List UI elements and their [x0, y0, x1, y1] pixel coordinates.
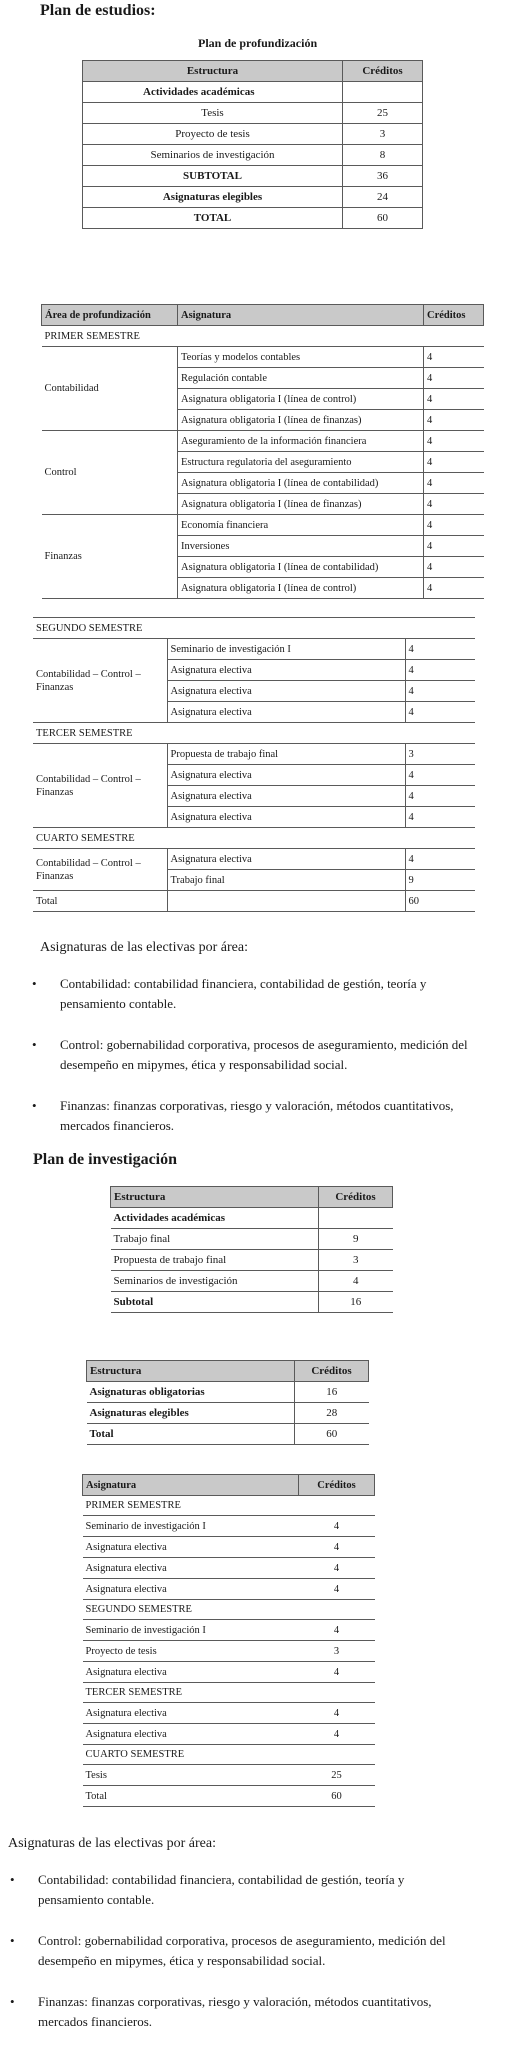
- row-label: Seminarios de investigación: [111, 1271, 319, 1292]
- row-label: TOTAL: [83, 208, 343, 229]
- credits: 4: [405, 660, 475, 681]
- credits: 4: [424, 368, 484, 389]
- credits: 3: [405, 744, 475, 765]
- subject: Inversiones: [178, 536, 424, 557]
- subject: Asignatura electiva: [167, 849, 405, 870]
- subject: Seminario de investigación I: [167, 639, 405, 660]
- row-value: 8: [343, 145, 423, 166]
- row-label: Asignaturas elegibles: [83, 187, 343, 208]
- credits: 4: [424, 578, 484, 599]
- subject: Asignatura obligatoria I (línea de contabilidad): [178, 473, 424, 494]
- credits: 4: [299, 1724, 375, 1745]
- subject: Proyecto de tesis: [83, 1641, 299, 1662]
- row-label: Subtotal: [111, 1292, 319, 1313]
- header-area: Área de profundización: [42, 305, 178, 326]
- credits: 4: [424, 557, 484, 578]
- credits: 4: [424, 431, 484, 452]
- header-creditos: Créditos: [424, 305, 484, 326]
- credits: 4: [299, 1558, 375, 1579]
- bullet-icon: •: [32, 1098, 37, 1113]
- credits: 4: [424, 515, 484, 536]
- group-label: Actividades académicas: [83, 82, 343, 103]
- credits: 4: [405, 702, 475, 723]
- credits: 4: [424, 347, 484, 368]
- row-value: 3: [319, 1250, 393, 1271]
- credits: 4: [405, 807, 475, 828]
- semesters-table: [33, 617, 475, 912]
- subject: Seminario de investigación I: [83, 1620, 299, 1641]
- credits: 9: [405, 870, 475, 891]
- credits: 4: [424, 494, 484, 515]
- credits: 4: [405, 849, 475, 870]
- header-creditos: Créditos: [343, 61, 423, 82]
- list-item: • Contabilidad: contabilidad financiera, contabilidad de gestión, teoría y pensamiento contable.: [32, 976, 427, 1011]
- list-item: • Contabilidad: contabilidad financiera, contabilidad de gestión, teoría y pensamiento contable.: [10, 1872, 405, 1907]
- subject: Teorías y modelos contables: [178, 347, 424, 368]
- section-title: Plan de investigación: [33, 1151, 178, 1168]
- row-value: 60: [295, 1424, 369, 1445]
- semester-label: PRIMER SEMESTRE: [83, 1496, 375, 1516]
- subject: Propuesta de trabajo final: [167, 744, 405, 765]
- credits: 25: [299, 1765, 375, 1786]
- subject: Asignatura electiva: [83, 1558, 299, 1579]
- bullet-icon: •: [10, 1872, 15, 1887]
- row-label: SUBTOTAL: [83, 166, 343, 187]
- credits: 4: [299, 1516, 375, 1537]
- semester-label: SEGUNDO SEMESTRE: [83, 1600, 375, 1620]
- subject: Asignatura obligatoria I (línea de contabilidad): [178, 557, 424, 578]
- credits: 3: [299, 1641, 375, 1662]
- subject: Asignatura obligatoria I (línea de control): [178, 578, 424, 599]
- row-value: 3: [343, 124, 423, 145]
- row-label: Asignaturas elegibles: [87, 1403, 295, 1424]
- subject: Trabajo final: [167, 870, 405, 891]
- subject: Asignatura obligatoria I (línea de finanzas): [178, 410, 424, 431]
- list-item: • Control: gobernabilidad corporativa, procesos de aseguramiento, medición del desempeño en mipymes, ética y responsabilidad social.: [32, 1037, 468, 1072]
- area-label: Contabilidad – Control – Finanzas: [33, 849, 167, 891]
- subject: Asignatura electiva: [167, 660, 405, 681]
- credits: 4: [299, 1620, 375, 1641]
- subject: Estructura regulatoria del aseguramiento: [178, 452, 424, 473]
- header-creditos: Créditos: [299, 1475, 375, 1496]
- row-value: 60: [343, 208, 423, 229]
- investigacion-table-2: [86, 1360, 369, 1445]
- bullet-icon: •: [32, 1037, 37, 1052]
- row-value: 25: [343, 103, 423, 124]
- total-value: 60: [405, 891, 475, 912]
- credits: 4: [299, 1579, 375, 1600]
- credits: 4: [405, 765, 475, 786]
- subject: Asignatura obligatoria I (línea de finanzas): [178, 494, 424, 515]
- credits: 4: [405, 681, 475, 702]
- electives-list: [30, 974, 478, 1157]
- row-label: Asignaturas obligatorias: [87, 1382, 295, 1403]
- row-label: Propuesta de trabajo final: [111, 1250, 319, 1271]
- header-creditos: Créditos: [319, 1187, 393, 1208]
- header-asignatura: Asignatura: [83, 1475, 299, 1496]
- area-label: Control: [42, 431, 178, 515]
- profundizacion-table: [82, 60, 423, 229]
- header-creditos: Créditos: [295, 1361, 369, 1382]
- header-estructura: Estructura: [111, 1187, 319, 1208]
- credits: 4: [424, 410, 484, 431]
- page-title: Plan de estudios:: [40, 2, 156, 19]
- row-value: 28: [295, 1403, 369, 1424]
- subject: Asignatura electiva: [167, 765, 405, 786]
- list-item: • Finanzas: finanzas corporativas, riesgo y valoración, métodos cuantitativos, mercados financieros.: [32, 1098, 454, 1133]
- group-label: Actividades académicas: [111, 1208, 319, 1229]
- investigacion-table-1: [110, 1186, 393, 1313]
- subject: Asignatura electiva: [167, 702, 405, 723]
- row-value: 36: [343, 166, 423, 187]
- subject: Asignatura electiva: [167, 786, 405, 807]
- row-value: 16: [295, 1382, 369, 1403]
- row-label: Proyecto de tesis: [83, 124, 343, 145]
- row-value: 24: [343, 187, 423, 208]
- list-item: • Control: gobernabilidad corporativa, procesos de aseguramiento, medición del desempeño en mipymes, ética y responsabilidad social.: [10, 1933, 446, 1968]
- investigacion-table-3: [82, 1474, 375, 1807]
- area-label: Contabilidad: [42, 347, 178, 431]
- credits: 4: [424, 452, 484, 473]
- total-label: Total: [33, 891, 167, 912]
- area-label: Contabilidad – Control – Finanzas: [33, 639, 167, 723]
- credits: 4: [405, 786, 475, 807]
- bullet-icon: •: [32, 976, 37, 991]
- credits: 4: [299, 1703, 375, 1724]
- subject: Asignatura electiva: [83, 1579, 299, 1600]
- credits: 4: [299, 1537, 375, 1558]
- semester-label: CUARTO SEMESTRE: [83, 1745, 375, 1765]
- list-item: • Finanzas: finanzas corporativas, riesgo y valoración, métodos cuantitativos, mercados financieros.: [10, 1994, 432, 2029]
- area-label: Contabilidad – Control – Finanzas: [33, 744, 167, 828]
- row-label: Trabajo final: [111, 1229, 319, 1250]
- subject: Asignatura electiva: [83, 1537, 299, 1558]
- header-estructura: Estructura: [87, 1361, 295, 1382]
- subject: Tesis: [83, 1765, 299, 1786]
- row-value: 9: [319, 1229, 393, 1250]
- credits: 4: [405, 639, 475, 660]
- subject: Seminario de investigación I: [83, 1516, 299, 1537]
- semester-label: PRIMER SEMESTRE: [42, 326, 484, 347]
- subject: Regulación contable: [178, 368, 424, 389]
- electives-lead: Asignaturas de las electivas por área:: [40, 940, 248, 955]
- credits: 4: [424, 473, 484, 494]
- subject: Asignatura electiva: [83, 1703, 299, 1724]
- credits: 4: [299, 1662, 375, 1683]
- semester-label: TERCER SEMESTRE: [83, 1683, 375, 1703]
- credits: 4: [424, 536, 484, 557]
- semester-label: SEGUNDO SEMESTRE: [33, 618, 475, 639]
- row-value: 16: [319, 1292, 393, 1313]
- areas-table: [41, 304, 484, 599]
- row-label: Tesis: [83, 103, 343, 124]
- row-value: 4: [319, 1271, 393, 1292]
- credits: 4: [424, 389, 484, 410]
- electives-list: [8, 1870, 470, 2053]
- area-label: Finanzas: [42, 515, 178, 599]
- subject: Asignatura obligatoria I (línea de control): [178, 389, 424, 410]
- row-label: Total: [87, 1424, 295, 1445]
- subject: Asignatura electiva: [83, 1662, 299, 1683]
- header-estructura: Estructura: [83, 61, 343, 82]
- subject: Total: [83, 1786, 299, 1807]
- subject: Aseguramiento de la información financiera: [178, 431, 424, 452]
- subject: Asignatura electiva: [83, 1724, 299, 1745]
- subject: Economía financiera: [178, 515, 424, 536]
- bullet-icon: •: [10, 1933, 15, 1948]
- credits: 60: [299, 1786, 375, 1807]
- profundizacion-caption: Plan de profundización: [198, 36, 318, 50]
- subject: Asignatura electiva: [167, 681, 405, 702]
- electives-lead: Asignaturas de las electivas por área:: [8, 1836, 216, 1851]
- semester-label: CUARTO SEMESTRE: [33, 828, 475, 849]
- row-label: Seminarios de investigación: [83, 145, 343, 166]
- bullet-icon: •: [10, 1994, 15, 2009]
- subject: Asignatura electiva: [167, 807, 405, 828]
- header-asignatura: Asignatura: [178, 305, 424, 326]
- semester-label: TERCER SEMESTRE: [33, 723, 475, 744]
